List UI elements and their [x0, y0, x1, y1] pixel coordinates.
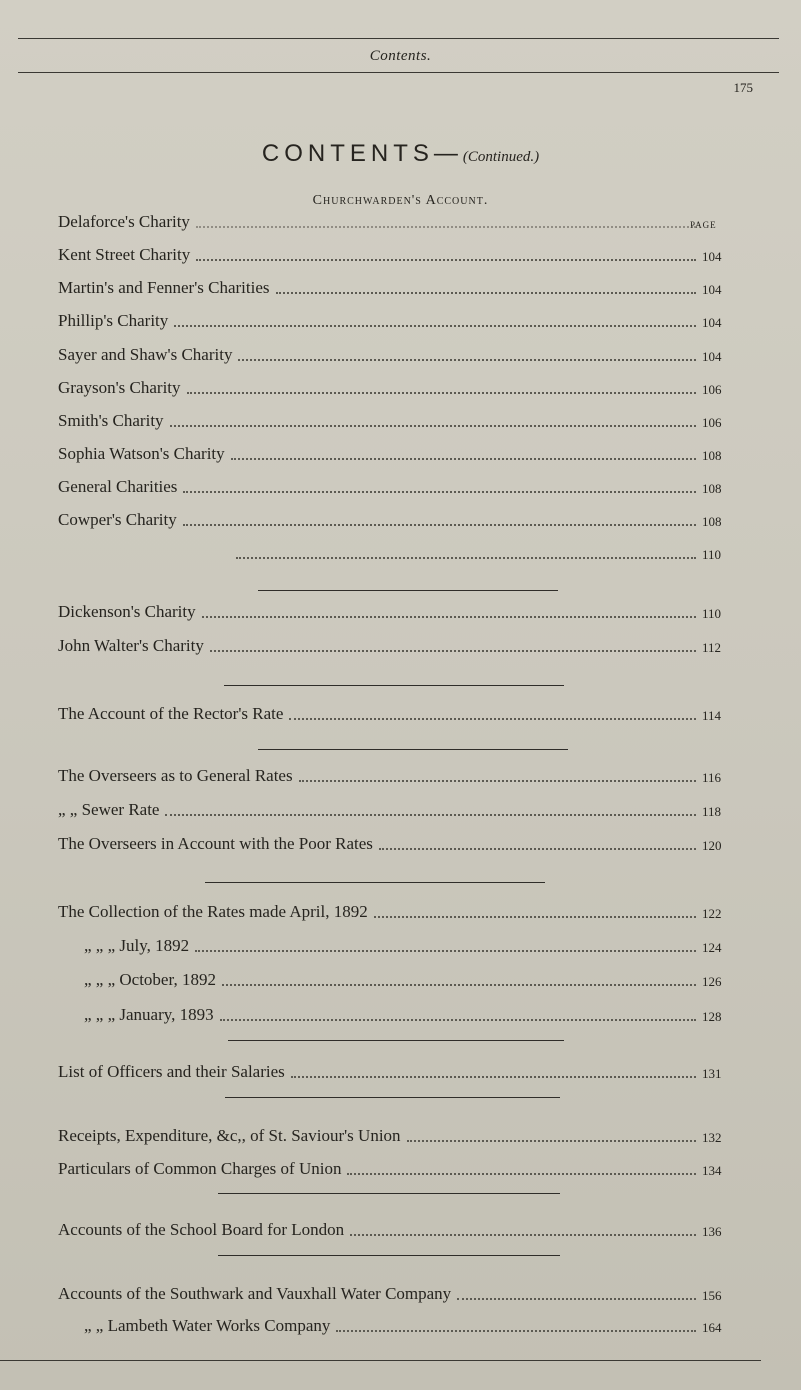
bottom-rule: [0, 1360, 761, 1361]
toc-entry: [58, 1155, 738, 1179]
leader-dots: [196, 259, 696, 261]
toc-entry: [58, 1001, 738, 1025]
entry-page: 108: [702, 448, 722, 463]
toc-entry: [58, 274, 738, 298]
toc-entry: [58, 1280, 738, 1304]
entry-label: Receipts, Expenditure, &c,, of St. Saviour's Union: [58, 1126, 401, 1145]
entry-page: 128: [702, 1009, 722, 1024]
running-head: Contents.: [369, 48, 432, 64]
entry-page: 126: [702, 974, 722, 989]
entry-label: The Overseers as to General Rates: [58, 766, 293, 785]
leader-dots: [174, 325, 696, 327]
toc-entry: [58, 341, 738, 365]
entry-label: Accounts of the Southwark and Vauxhall Water Company: [58, 1284, 452, 1303]
entry-page: 156: [702, 1288, 722, 1303]
entry-page: 112: [702, 640, 722, 655]
entry-page: 110: [702, 547, 722, 562]
entry-page: 164: [702, 1320, 722, 1335]
entry-page: 106: [702, 382, 722, 397]
toc-entry: [58, 307, 738, 331]
leader-dots: [291, 1076, 696, 1078]
leader-dots: [379, 848, 696, 850]
toc-entry: [58, 966, 738, 990]
leader-dots: [236, 557, 696, 559]
toc-entry: [58, 1312, 738, 1336]
entry-label: „ „ „ January, 1893: [84, 1005, 214, 1024]
section-subtitle: Churchwarden's Account.: [312, 193, 489, 208]
entry-page: 136: [702, 1224, 722, 1239]
section-divider: [228, 1040, 564, 1041]
entry-page: 108: [702, 514, 722, 529]
toc-entry: [58, 473, 738, 497]
leader-dots: [183, 491, 696, 493]
toc-entry: [58, 241, 738, 265]
entry-page: 124: [702, 940, 722, 955]
leader-dots: [196, 226, 696, 228]
toc-entry: [58, 598, 738, 622]
entry-page: 104: [702, 315, 722, 330]
entry-label: List of Officers and their Salaries: [58, 1062, 285, 1081]
toc-entry: [58, 762, 738, 786]
leader-dots: [289, 718, 696, 720]
entry-page: 122: [702, 906, 722, 921]
leader-dots: [457, 1298, 696, 1300]
leader-dots: [165, 814, 696, 816]
section-divider: [218, 1255, 560, 1256]
toc-entry: [58, 374, 738, 398]
entry-page: 131: [702, 1066, 722, 1081]
entry-label: Kent Street Charity: [58, 245, 191, 264]
leader-dots: [350, 1234, 696, 1236]
section-divider: [258, 749, 568, 750]
entry-page: 118: [702, 804, 722, 819]
section-divider: [205, 882, 545, 883]
entry-page: 104: [702, 282, 722, 297]
entry-page: 104: [702, 349, 722, 364]
toc-entry: [58, 898, 738, 922]
leader-dots: [210, 650, 696, 652]
entry-label: Accounts of the School Board for London: [58, 1220, 345, 1239]
entry-page: 106: [702, 415, 722, 430]
toc-entry: [58, 796, 738, 820]
entry-label: „ „ Lambeth Water Works Company: [84, 1316, 331, 1335]
entry-page: 104: [702, 249, 722, 264]
leader-dots: [299, 780, 696, 782]
leader-dots: [276, 292, 696, 294]
toc-entry: [58, 1058, 738, 1082]
entry-page: 134: [702, 1163, 722, 1178]
leader-dots: [183, 524, 696, 526]
leader-dots: [407, 1140, 696, 1142]
entry-page: 108: [702, 481, 722, 496]
leader-dots: [202, 616, 696, 618]
entry-label: Smith's Charity: [58, 411, 164, 430]
section-divider: [225, 1097, 560, 1098]
entry-label: Sophia Watson's Charity: [58, 444, 225, 463]
leader-dots: [170, 425, 696, 427]
leader-dots: [220, 1019, 696, 1021]
title-continued: (Continued.): [462, 149, 540, 165]
page-column-label: PAGE: [690, 220, 717, 230]
top-rule: [18, 38, 779, 39]
entry-page: 132: [702, 1130, 722, 1145]
toc-entry: [58, 506, 738, 530]
section-divider: [218, 1193, 560, 1194]
entry-page: 116: [702, 770, 722, 785]
entry-label: Cowper's Charity: [58, 510, 177, 529]
entry-label: General Charities: [58, 477, 178, 496]
section-divider: [224, 685, 564, 686]
toc-entry: [58, 932, 738, 956]
leader-dots: [347, 1173, 696, 1175]
toc-entry: [58, 440, 738, 464]
entry-label: „ „ „ October, 1892: [84, 970, 216, 989]
entry-page: 114: [702, 708, 722, 723]
entry-label: John Walter's Charity: [58, 636, 204, 655]
entry-label: The Account of the Rector's Rate: [58, 704, 284, 723]
leader-dots: [222, 984, 696, 986]
leader-dots: [336, 1330, 696, 1332]
entry-label: Phillip's Charity: [58, 311, 169, 330]
leader-dots: [187, 392, 696, 394]
entry-label: The Collection of the Rates made April, 1892: [58, 902, 368, 921]
entry-label: „ „ „ July, 1892: [84, 936, 190, 955]
leader-dots: [238, 359, 696, 361]
toc-entry: [58, 208, 738, 232]
entry-label: The Overseers in Account with the Poor Rates: [58, 834, 373, 853]
leader-dots: [374, 916, 696, 918]
page-number: 175: [733, 80, 753, 95]
entry-page: 110: [702, 606, 722, 621]
header-rule: [18, 72, 779, 73]
entry-label: Particulars of Common Charges of Union: [58, 1159, 342, 1178]
toc-entry: [58, 700, 738, 724]
entry-label: Grayson's Charity: [58, 378, 181, 397]
toc-entry: [58, 1216, 738, 1240]
entry-label: Dickenson's Charity: [58, 602, 196, 621]
toc-entry: [58, 407, 738, 431]
entry-label: Delaforce's Charity: [58, 212, 190, 231]
toc-entry: [58, 632, 738, 656]
toc-entry: [58, 1122, 738, 1146]
page-title: [0, 140, 801, 168]
entry-label: Martin's and Fenner's Charities: [58, 278, 270, 297]
entry-label: „ „ Sewer Rate: [58, 800, 160, 819]
toc-entry: [58, 830, 738, 854]
title-text: CONTENTS—: [261, 140, 463, 167]
leader-dots: [195, 950, 696, 952]
entry-label: Sayer and Shaw's Charity: [58, 345, 233, 364]
toc-entry: [58, 539, 738, 563]
leader-dots: [231, 458, 696, 460]
entry-page: 120: [702, 838, 722, 853]
section-divider: [258, 590, 558, 591]
